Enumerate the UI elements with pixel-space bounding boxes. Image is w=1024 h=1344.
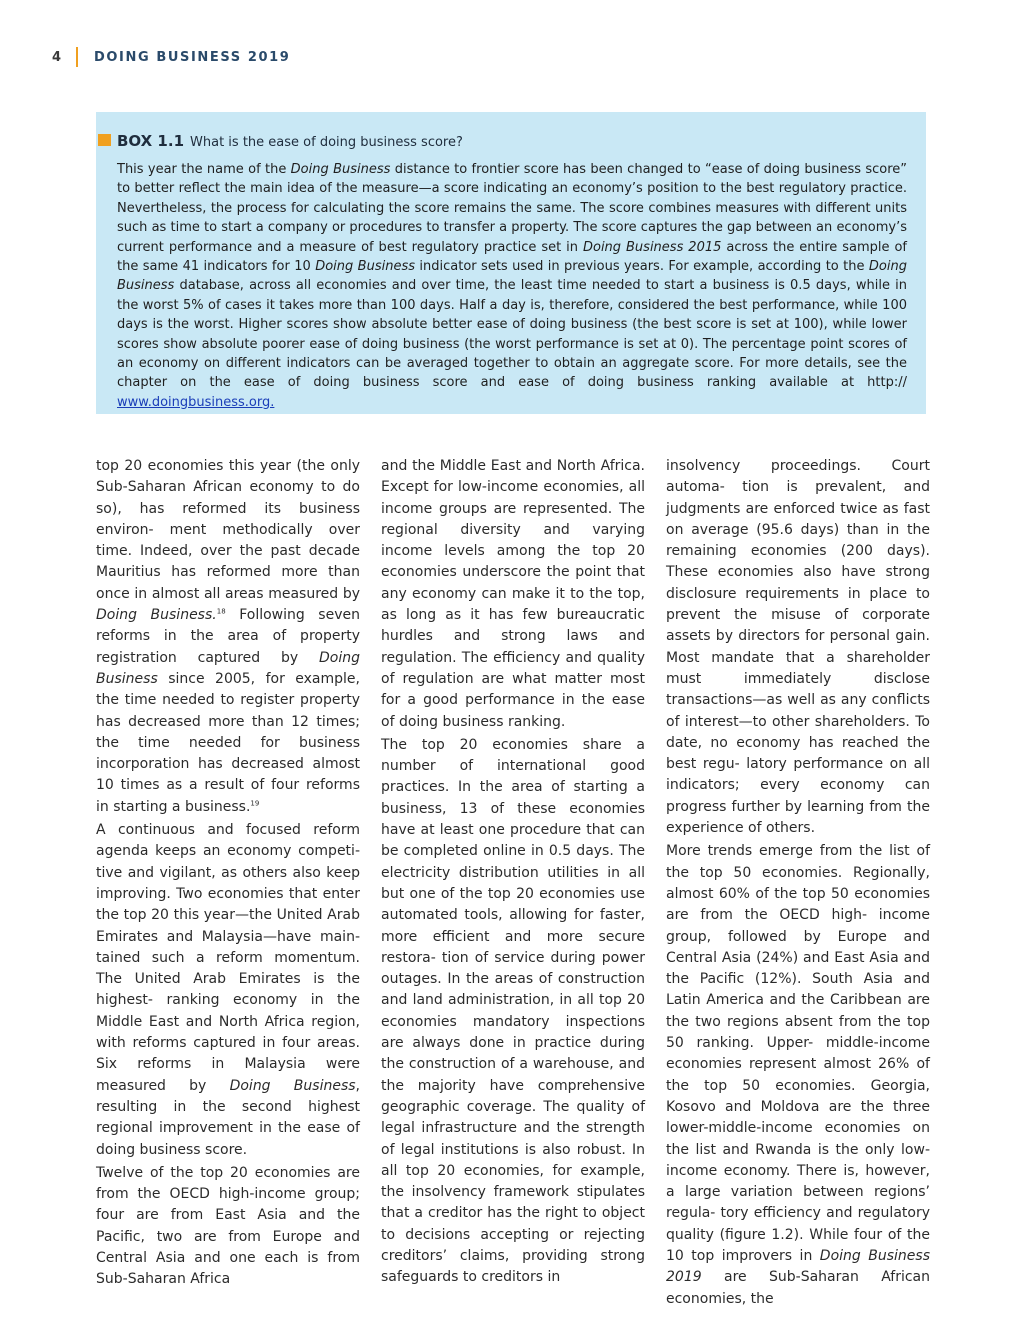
box-text: distance to frontier score has been changed to “ease of doing business score” to better reflect the main idea of the measure—a score indicating an economy’s position to the best regulatory practice. Nevertheless, the process for calculating the score remains the same. The score combines measures with different units such as time to start a company or procedures to transfer a property. The score captures the gap between an economy’s current performance and a measure of best regulatory practice set in xyxy=(117,162,907,255)
body-text: , resulting in the second highest regional improvement in the ease of doing business score. xyxy=(96,1077,360,1158)
paragraph xyxy=(96,820,360,1161)
italic-title: Doing Business xyxy=(229,1077,356,1094)
body-text: Following seven reforms in the area of property registration captured by xyxy=(96,607,360,666)
paragraph: insolvency proceedings. Court automa- tion is prevalent, and judgments are enforced twice as fast on average (95.6 days) than in the remaining economies (200 days). These economies also have strong disclosure requirements in place to prevent the misuse of corporate assets by directors for personal gain. Most mandate that a shareholder must immediately disclose transactions—as well as any conflicts of interest—to other shareholders. To date, no economy has reached the best regu- latory performance on all indicators; every economy can progress further by learning from the experience of others. xyxy=(666,458,930,837)
italic-title: Doing Business 2019 xyxy=(666,1247,930,1286)
text-column-1 xyxy=(96,456,360,1293)
italic-title: Doing Business. xyxy=(96,607,217,624)
box-italic-title: Doing Business xyxy=(290,162,391,177)
box-marker-icon xyxy=(98,134,111,146)
body-text: since 2005, for example, the time needed to register property has decreased more than 12 times; the time needed for business incorporation has decreased almost 10 times as a result of four reforms in starting a business. xyxy=(96,670,360,815)
page-header xyxy=(52,46,290,68)
body-text: are Sub-Saharan African economies, the xyxy=(666,1269,930,1307)
body-text: A continuous and focused reform agenda keeps an economy competi- tive and vigilant, as others also keep improving. Two economies that enter the top 20 this year—the United Arab Emirates and Malaysia—have main- tained such a reform momentum. The United Arab Emirates is the highest- ranking economy in the Middle East and North Africa region, with reforms captured in four areas. Six reforms in Malaysia were measured by xyxy=(96,822,360,1094)
paragraph xyxy=(666,841,930,1310)
box-text: across the entire sample of the same 41 indicators for 10 xyxy=(117,239,907,275)
text-column-3 xyxy=(666,456,930,1312)
box-title xyxy=(117,132,463,152)
running-head: DOING BUSINESS 2019 xyxy=(94,49,291,65)
box-italic-title: Doing Business xyxy=(315,259,415,275)
footnote-ref[interactable]: 19 xyxy=(250,799,260,808)
footnote-ref[interactable]: 18 xyxy=(216,607,226,616)
box-text: This year the name of the xyxy=(117,162,291,177)
header-divider xyxy=(76,47,78,67)
page-number: 4 xyxy=(52,49,62,65)
text-column-2 xyxy=(381,456,645,1291)
paragraph: and the Middle East and North Africa. Except for low-income economies, all income groups are represented. The regional diversity and varying income levels among the top 20 economies underscore the point that any economy can make it to the top, as long as it has few bureaucratic hurdles and strong laws and regulation. The efficiency and quality of regulation are what matter most for a good performance in the ease of doing business ranking. xyxy=(381,458,645,730)
box-subtitle: What is the ease of doing business score? xyxy=(190,135,463,150)
body-text: top 20 economies this year (the only Sub-Saharan African economy to do so), has reformed its business environ- ment methodically over time. Indeed, over the past decade Mauritius has reformed more than once in almost all areas measured by xyxy=(96,458,360,602)
box-1-1 xyxy=(96,112,926,414)
box-label: BOX 1.1 xyxy=(117,132,185,150)
box-text: database, across all economies and over time, the least time needed to start a business is 0.5 days, while in the worst 5% of cases it takes more than 100 days. Half a day is, therefore, considered the best performance, while 100 days is the worst. Higher scores show absolute better ease of doing business (the best score is set at 100), while lower scores show absolute poorer ease of doing business (the worst performance is set at 0). The percentage point scores of an economy on different indicators can be averaged together to obtain an aggregate score. For more details, see the chapter on the ease of doing business score and ease of doing business ranking available at http:// xyxy=(117,278,907,391)
box-text: indicator sets used in previous years. For example, according to the xyxy=(415,259,869,275)
box-paragraph xyxy=(117,160,907,412)
paragraph: The top 20 economies share a number of international good practices. In the area of starting a business, 13 of these economies have at least one procedure that can be completed online in 0.5 days. The electricity distribution utilities in all but one of the top 20 economies use automated tools, allowing for faster, more efficient and more secure restora- tion of service during power outages. In the areas of construction and land administration, in all top 20 economies mandatory inspections are always done in practice during the construction of a warehouse, and the majority have comprehensive geographic coverage. The quality of legal infrastructure and the strength of legal institutions is also robust. In all top 20 economies, for example, the insolvency framework stipulates that a creditor has the right to object to decisions accepting or rejecting creditors’ claims, providing strong safeguards to creditors in xyxy=(381,736,645,1286)
body-text: More trends emerge from the list of the top 50 economies. Regionally, almost 60% of the top 50 economies are from the OECD high- income group, followed by Europe and Central Asia (24%) and East Asia and the Pacific (12%). South Asia and Latin America and the Caribbean are the two regions absent from the top 50 ranking. Upper- middle-income economies represent almost 26% of the top 50 economies. Georgia, Kosovo and Moldova are the three lower-middle-income economies on the list and Rwanda is the only low- income economy. There is, however, a large variation between regions’ regula- tory efficiency and regulatory quality (figure 1.2). While four of the 10 top improvers in xyxy=(666,843,930,1264)
box-body xyxy=(117,160,907,412)
doingbusiness-link[interactable]: www.doingbusiness.org. xyxy=(117,394,275,410)
italic-title: Doing Business xyxy=(96,649,360,687)
box-italic-title: Doing Business xyxy=(117,259,907,294)
paragraph: Twelve of the top 20 economies are from the OECD high-income group; four are from East Asia and the Pacific, two are from Europe and Central Asia and one each is from Sub-Saharan Africa xyxy=(96,1164,360,1288)
paragraph xyxy=(96,456,360,818)
box-italic-title: Doing Business 2015 xyxy=(582,239,722,255)
